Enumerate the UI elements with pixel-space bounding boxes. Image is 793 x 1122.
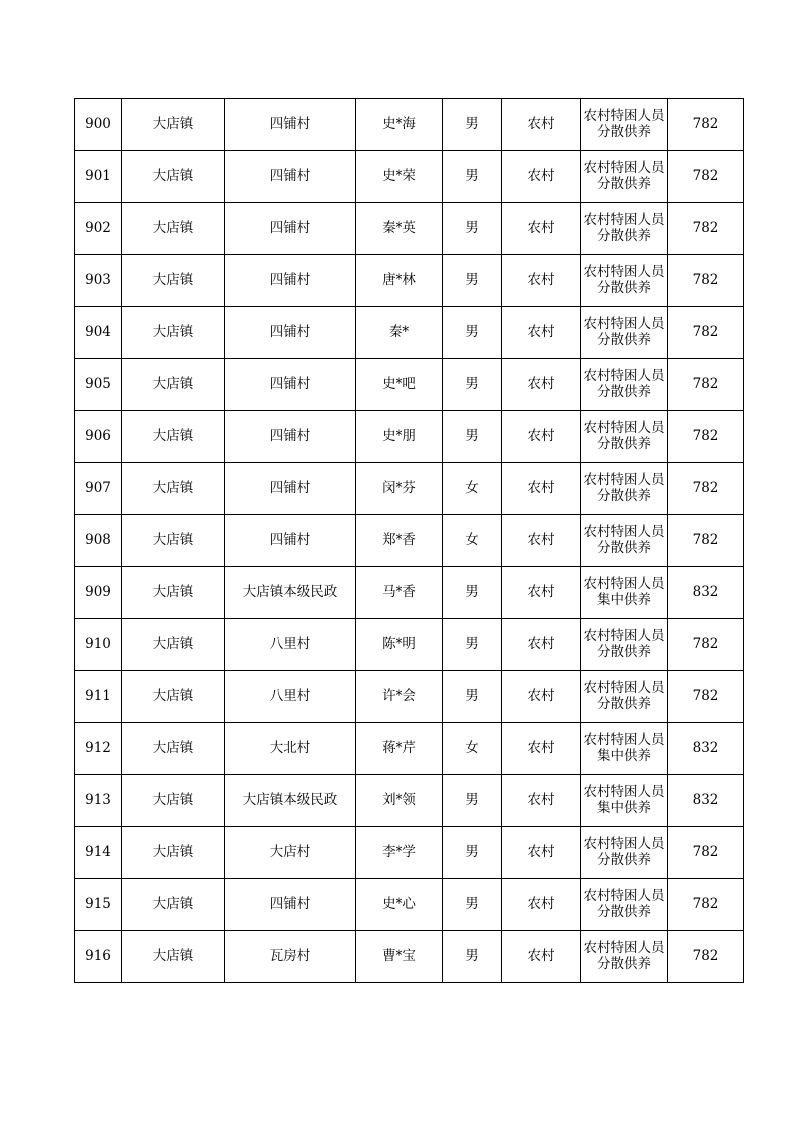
cell-type: 农村 [502,827,581,879]
cell-gender: 男 [443,775,502,827]
cell-type: 农村 [502,411,581,463]
cell-gender: 男 [443,411,502,463]
cell-amount: 782 [668,619,744,671]
cell-index: 916 [75,931,122,983]
cell-name: 史*海 [356,99,443,151]
cell-gender: 男 [443,255,502,307]
cell-category: 农村特困人员分散供养 [581,671,668,723]
cell-category: 农村特困人员分散供养 [581,151,668,203]
cell-name: 陈*明 [356,619,443,671]
cell-amount: 782 [668,307,744,359]
cell-index: 902 [75,203,122,255]
cell-category: 农村特困人员分散供养 [581,203,668,255]
cell-village: 四铺村 [225,515,356,567]
cell-amount: 782 [668,931,744,983]
cell-village: 四铺村 [225,307,356,359]
cell-name: 史*心 [356,879,443,931]
cell-gender: 男 [443,567,502,619]
cell-village: 四铺村 [225,255,356,307]
cell-name: 史*吧 [356,359,443,411]
cell-index: 913 [75,775,122,827]
cell-index: 914 [75,827,122,879]
cell-category: 农村特困人员集中供养 [581,567,668,619]
cell-gender: 男 [443,671,502,723]
cell-town: 大店镇 [122,99,225,151]
cell-type: 农村 [502,203,581,255]
table-row [75,359,744,411]
cell-village: 瓦房村 [225,931,356,983]
cell-category: 农村特困人员分散供养 [581,411,668,463]
cell-village: 四铺村 [225,151,356,203]
table-row [75,723,744,775]
cell-amount: 782 [668,515,744,567]
table-row [75,203,744,255]
cell-town: 大店镇 [122,931,225,983]
cell-gender: 男 [443,99,502,151]
cell-gender: 男 [443,359,502,411]
table-row [75,775,744,827]
cell-category: 农村特困人员分散供养 [581,255,668,307]
table-row [75,619,744,671]
cell-amount: 782 [668,671,744,723]
cell-amount: 832 [668,775,744,827]
cell-index: 906 [75,411,122,463]
cell-name: 秦*英 [356,203,443,255]
cell-amount: 832 [668,567,744,619]
cell-gender: 女 [443,463,502,515]
cell-name: 郑*香 [356,515,443,567]
cell-gender: 男 [443,307,502,359]
cell-town: 大店镇 [122,879,225,931]
cell-name: 李*学 [356,827,443,879]
cell-amount: 782 [668,463,744,515]
cell-name: 刘*领 [356,775,443,827]
cell-village: 四铺村 [225,99,356,151]
cell-type: 农村 [502,775,581,827]
table-row [75,515,744,567]
cell-index: 903 [75,255,122,307]
cell-category: 农村特困人员集中供养 [581,723,668,775]
cell-category: 农村特困人员分散供养 [581,99,668,151]
table-row [75,567,744,619]
cell-name: 许*会 [356,671,443,723]
cell-category: 农村特困人员分散供养 [581,931,668,983]
cell-type: 农村 [502,359,581,411]
cell-amount: 782 [668,99,744,151]
table-row [75,463,744,515]
cell-amount: 782 [668,827,744,879]
cell-category: 农村特困人员分散供养 [581,619,668,671]
cell-gender: 男 [443,203,502,255]
cell-village: 大店镇本级民政 [225,775,356,827]
cell-name: 马*香 [356,567,443,619]
cell-town: 大店镇 [122,151,225,203]
cell-index: 908 [75,515,122,567]
cell-type: 农村 [502,879,581,931]
cell-index: 911 [75,671,122,723]
cell-amount: 782 [668,411,744,463]
cell-amount: 782 [668,151,744,203]
cell-village: 四铺村 [225,463,356,515]
cell-index: 904 [75,307,122,359]
cell-index: 915 [75,879,122,931]
cell-index: 910 [75,619,122,671]
table-row [75,671,744,723]
cell-type: 农村 [502,671,581,723]
cell-town: 大店镇 [122,359,225,411]
cell-village: 四铺村 [225,359,356,411]
cell-village: 四铺村 [225,411,356,463]
cell-town: 大店镇 [122,307,225,359]
cell-gender: 男 [443,879,502,931]
cell-village: 大店村 [225,827,356,879]
table-row [75,827,744,879]
cell-name: 史*荣 [356,151,443,203]
cell-amount: 782 [668,879,744,931]
cell-village: 大店镇本级民政 [225,567,356,619]
cell-type: 农村 [502,99,581,151]
cell-category: 农村特困人员分散供养 [581,879,668,931]
cell-name: 秦* [356,307,443,359]
table-row [75,307,744,359]
cell-amount: 782 [668,359,744,411]
cell-town: 大店镇 [122,827,225,879]
cell-amount: 782 [668,255,744,307]
cell-type: 农村 [502,463,581,515]
cell-town: 大店镇 [122,567,225,619]
table-body [75,99,744,983]
cell-town: 大店镇 [122,203,225,255]
cell-town: 大店镇 [122,255,225,307]
cell-gender: 男 [443,931,502,983]
cell-gender: 女 [443,515,502,567]
cell-index: 905 [75,359,122,411]
cell-gender: 女 [443,723,502,775]
cell-amount: 782 [668,203,744,255]
cell-town: 大店镇 [122,463,225,515]
cell-village: 大北村 [225,723,356,775]
cell-amount: 832 [668,723,744,775]
cell-category: 农村特困人员分散供养 [581,359,668,411]
table-row [75,255,744,307]
cell-village: 四铺村 [225,879,356,931]
cell-type: 农村 [502,619,581,671]
cell-name: 蒋*芹 [356,723,443,775]
cell-town: 大店镇 [122,619,225,671]
table-row [75,151,744,203]
cell-gender: 男 [443,827,502,879]
cell-type: 农村 [502,723,581,775]
cell-category: 农村特困人员分散供养 [581,307,668,359]
cell-name: 唐*林 [356,255,443,307]
table-row [75,411,744,463]
cell-index: 907 [75,463,122,515]
cell-index: 909 [75,567,122,619]
cell-type: 农村 [502,255,581,307]
cell-town: 大店镇 [122,723,225,775]
cell-type: 农村 [502,515,581,567]
cell-index: 912 [75,723,122,775]
cell-gender: 男 [443,619,502,671]
cell-village: 八里村 [225,619,356,671]
cell-type: 农村 [502,307,581,359]
table-row [75,931,744,983]
cell-index: 900 [75,99,122,151]
cell-village: 四铺村 [225,203,356,255]
cell-name: 史*朋 [356,411,443,463]
cell-index: 901 [75,151,122,203]
cell-category: 农村特困人员分散供养 [581,515,668,567]
table-row [75,99,744,151]
cell-village: 八里村 [225,671,356,723]
cell-category: 农村特困人员分散供养 [581,463,668,515]
cell-town: 大店镇 [122,671,225,723]
cell-town: 大店镇 [122,775,225,827]
table-row [75,879,744,931]
cell-type: 农村 [502,151,581,203]
cell-name: 曹*宝 [356,931,443,983]
cell-type: 农村 [502,567,581,619]
cell-town: 大店镇 [122,411,225,463]
cell-town: 大店镇 [122,515,225,567]
cell-category: 农村特困人员分散供养 [581,827,668,879]
cell-category: 农村特困人员集中供养 [581,775,668,827]
subsidy-recipients-table [74,98,744,983]
cell-gender: 男 [443,151,502,203]
cell-type: 农村 [502,931,581,983]
cell-name: 闵*芬 [356,463,443,515]
